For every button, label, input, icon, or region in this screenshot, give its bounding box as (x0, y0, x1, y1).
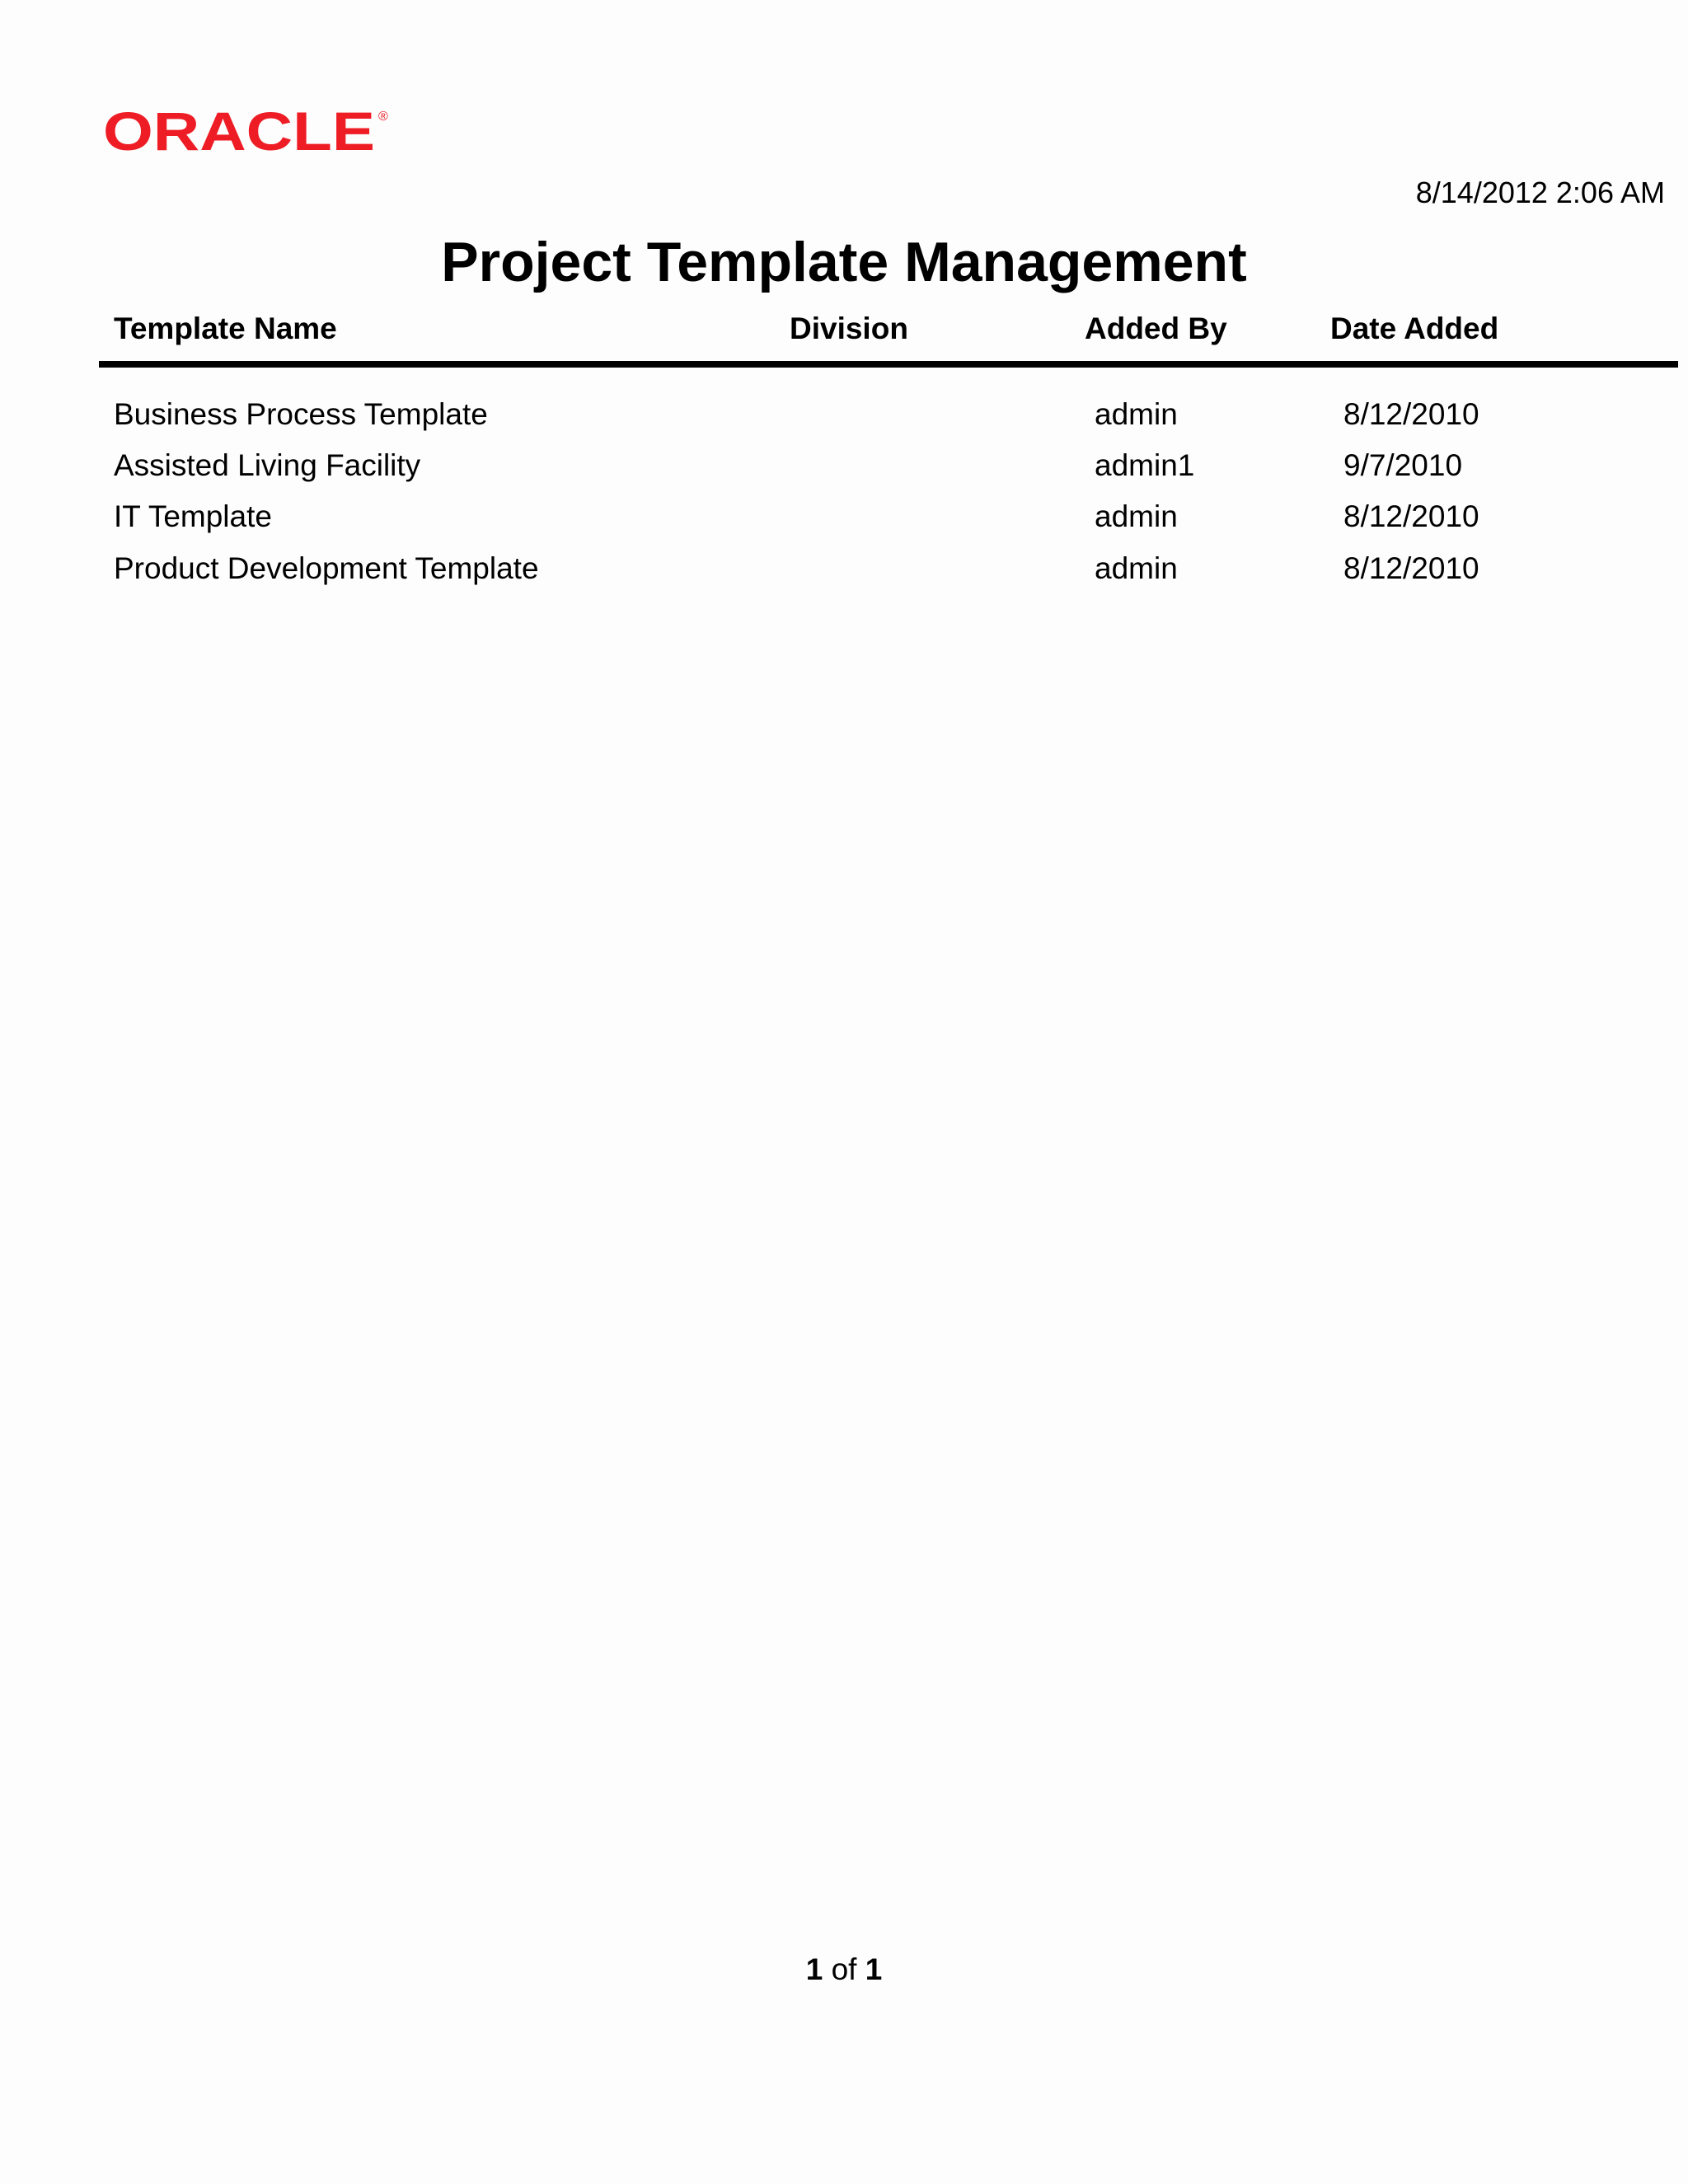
page-of-label: of (831, 1952, 857, 1986)
column-header-added-by: Added By (1085, 312, 1227, 345)
added-by-cell: admin (1095, 499, 1178, 533)
date-added-cell: 9/7/2010 (1343, 448, 1463, 482)
page-title: Project Template Management (441, 231, 1247, 293)
report-timestamp: 8/14/2012 2:06 AM (1415, 176, 1665, 209)
date-added-cell: 8/12/2010 (1343, 551, 1479, 585)
header-divider (99, 361, 1678, 368)
column-header-date-added: Date Added (1330, 312, 1499, 345)
page-indicator (0, 1952, 1688, 1988)
svg-text:®: ® (378, 110, 388, 124)
template-name-cell: Assisted Living Facility (114, 448, 421, 482)
template-name-cell: IT Template (114, 499, 272, 533)
total-pages-number: 1 (865, 1952, 883, 1986)
date-added-cell: 8/12/2010 (1343, 397, 1479, 431)
column-header-template-name: Template Name (114, 312, 337, 345)
date-added-cell: 8/12/2010 (1343, 499, 1479, 533)
added-by-cell: admin1 (1095, 448, 1195, 482)
template-name-cell: Product Development Template (114, 551, 539, 585)
added-by-cell: admin (1095, 397, 1178, 431)
template-name-cell: Business Process Template (114, 397, 488, 431)
column-header-division: Division (790, 312, 908, 345)
added-by-cell: admin (1095, 551, 1178, 585)
current-page-number: 1 (805, 1952, 823, 1986)
svg-text:ORACLE: ORACLE (103, 107, 375, 153)
oracle-logo (103, 107, 392, 153)
